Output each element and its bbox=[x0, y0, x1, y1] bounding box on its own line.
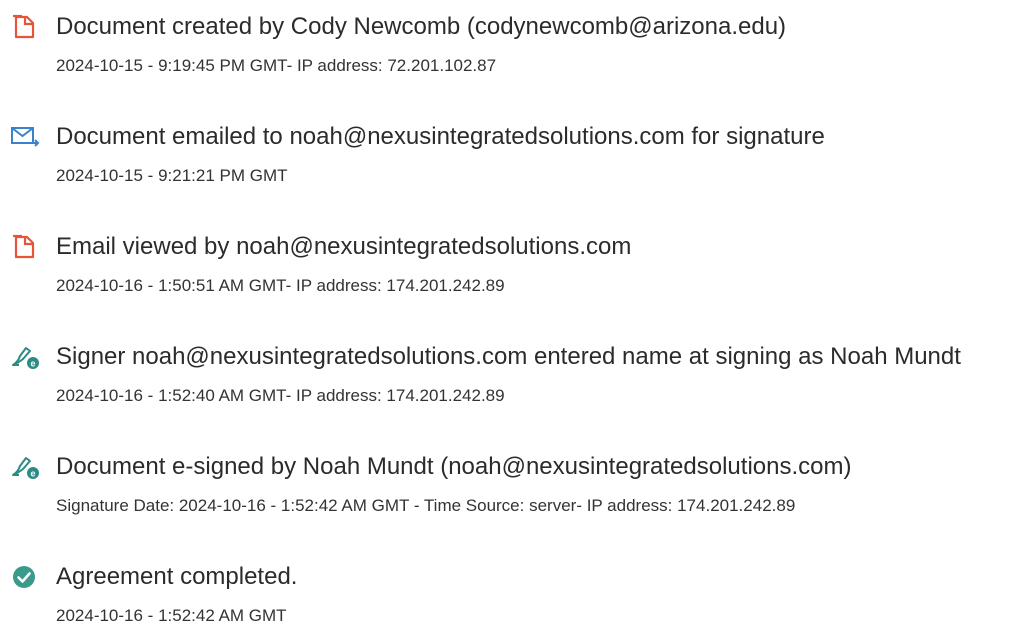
event-detail: 2024-10-16 - 1:50:51 AM GMT- IP address: 174.201.242.89 bbox=[56, 276, 505, 295]
event-title: Agreement completed. bbox=[56, 563, 298, 590]
event-detail: 2024-10-15 - 9:19:45 PM GMT- IP address: 72.201.102.87 bbox=[56, 56, 497, 75]
signer-name-icon bbox=[10, 344, 40, 370]
event-title: Signer noah@nexusintegratedsolutions.com entered name at signing as Noah Mundt bbox=[56, 343, 961, 370]
event-detail: 2024-10-16 - 1:52:40 AM GMT- IP address: 174.201.242.89 bbox=[56, 386, 505, 405]
event-detail: 2024-10-15 - 9:21:21 PM GMT bbox=[56, 166, 288, 185]
email-viewed-icon bbox=[10, 234, 40, 260]
event-title: Document created by Cody Newcomb (codynewcomb@arizona.edu) bbox=[56, 13, 787, 40]
svg-text:e: e bbox=[30, 468, 36, 479]
email-sent-icon bbox=[10, 124, 40, 150]
event-title: Document emailed to noah@nexusintegratedsolutions.com for signature bbox=[56, 123, 825, 150]
document-created-icon bbox=[10, 14, 40, 40]
e-sign-icon bbox=[10, 454, 40, 480]
event-title: Document e-signed by Noah Mundt (noah@nexusintegratedsolutions.com) bbox=[56, 453, 852, 480]
event-title: Email viewed by noah@nexusintegratedsolutions.com bbox=[56, 233, 632, 260]
svg-text:e: e bbox=[30, 358, 36, 369]
event-detail: 2024-10-16 - 1:52:42 AM GMT bbox=[56, 606, 287, 625]
check-circle-icon bbox=[10, 564, 40, 590]
event-detail: Signature Date: 2024-10-16 - 1:52:42 AM GMT - Time Source: server- IP address: 174.201.242.89 bbox=[56, 496, 796, 515]
